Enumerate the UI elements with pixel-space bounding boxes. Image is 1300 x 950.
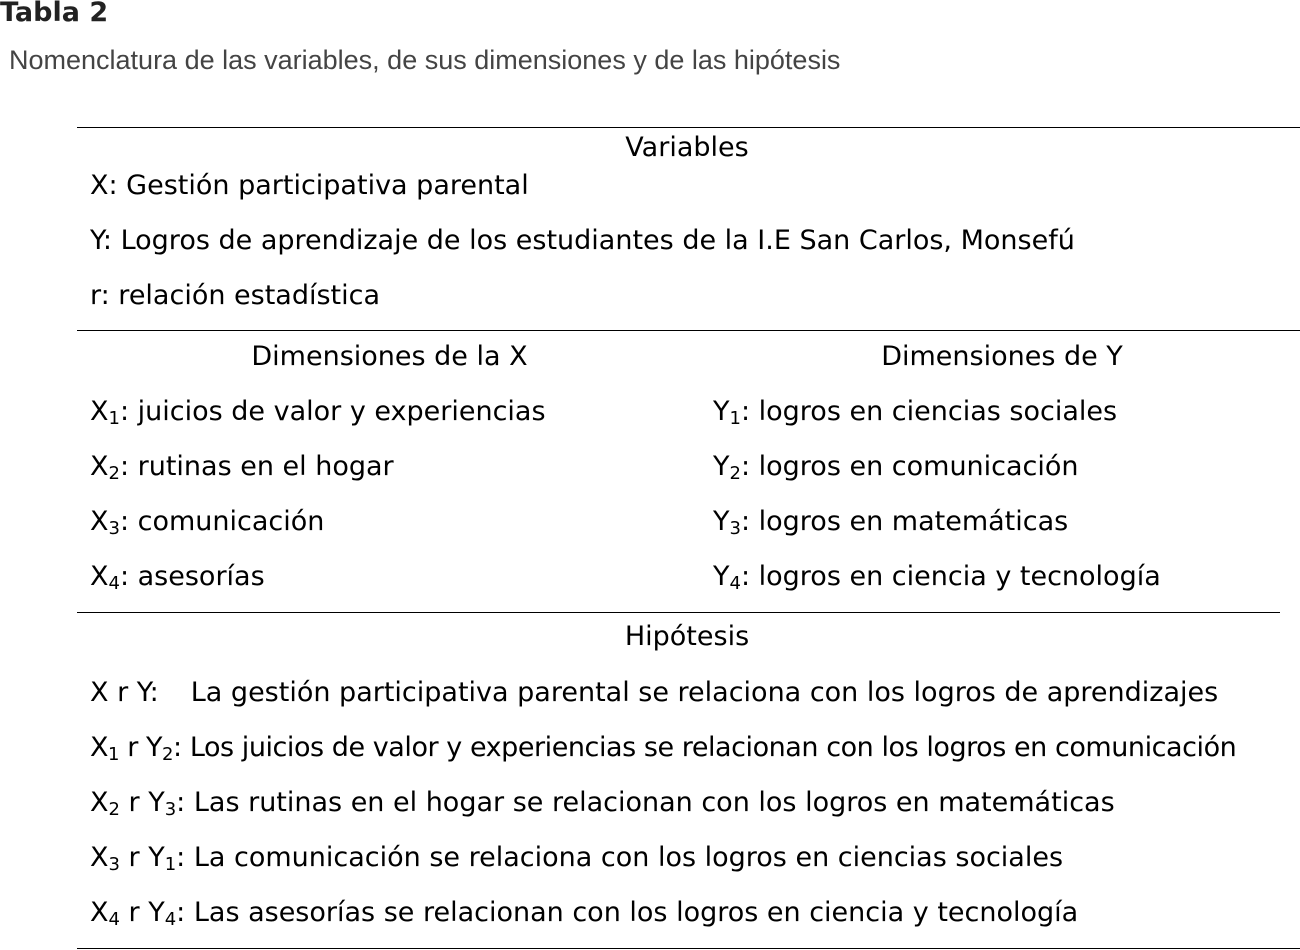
variable-r: r: relación estadística — [90, 280, 381, 311]
hypothesis-3: $X_3$ r $Y_1$: La comunicación se relaciona con los logros en ciencias sociales — [90, 842, 1064, 875]
dimension-x4: $X_4$: asesorías — [90, 561, 265, 594]
dimension-x1: $X_1$: juicios de valor y experiencias — [90, 396, 546, 429]
dimension-x2: $X_2$: rutinas en el hogar — [90, 451, 394, 484]
dimensions-x-header: Dimensiones de la X — [251, 341, 528, 372]
hypotheses-header: Hipótesis — [624, 621, 750, 652]
dimension-y4: $Y_4$: logros en ciencia y tecnología — [713, 561, 1161, 594]
rule-bottom — [77, 948, 1300, 949]
dimension-x3: $X_3$: comunicación — [90, 506, 325, 539]
dimensions-y-header: Dimensiones de Y — [881, 341, 1123, 372]
table-number: Tabla 2 — [0, 0, 109, 28]
dimension-y3: $Y_3$: logros en matemáticas — [713, 506, 1069, 539]
dimension-y2: $Y_2$: logros en comunicación — [713, 451, 1079, 484]
hypothesis-1: $X_1$ r $Y_2$: Los juicios de valor y experiencias se relacionan con los logros en comunicación — [90, 732, 1237, 765]
variable-y: Y: Logros de aprendizaje de los estudiantes de la I.E San Carlos, Monsefú — [90, 225, 1075, 256]
variables-header: Variables — [625, 132, 749, 163]
rule-dimensions-bottom — [77, 612, 1280, 613]
variable-x: X: Gestión participativa parental — [90, 170, 529, 201]
rule-top — [77, 127, 1300, 128]
hypothesis-main: X r Y: La gestión participativa parental se relaciona con los logros de aprendizajes — [90, 677, 1219, 708]
hypothesis-2: $X_2$ r $Y_3$: Las rutinas en el hogar se relacionan con los logros en matemáticas — [90, 787, 1115, 820]
rule-variables-bottom — [77, 330, 1300, 331]
hypothesis-4: $X_4$ r $Y_4$: Las asesorías se relacionan con los logros en ciencia y tecnología — [90, 897, 1079, 930]
dimension-y1: $Y_1$: logros en ciencias sociales — [713, 396, 1118, 429]
table-title: Nomenclatura de las variables, de sus dimensiones y de las hipótesis — [9, 45, 841, 75]
